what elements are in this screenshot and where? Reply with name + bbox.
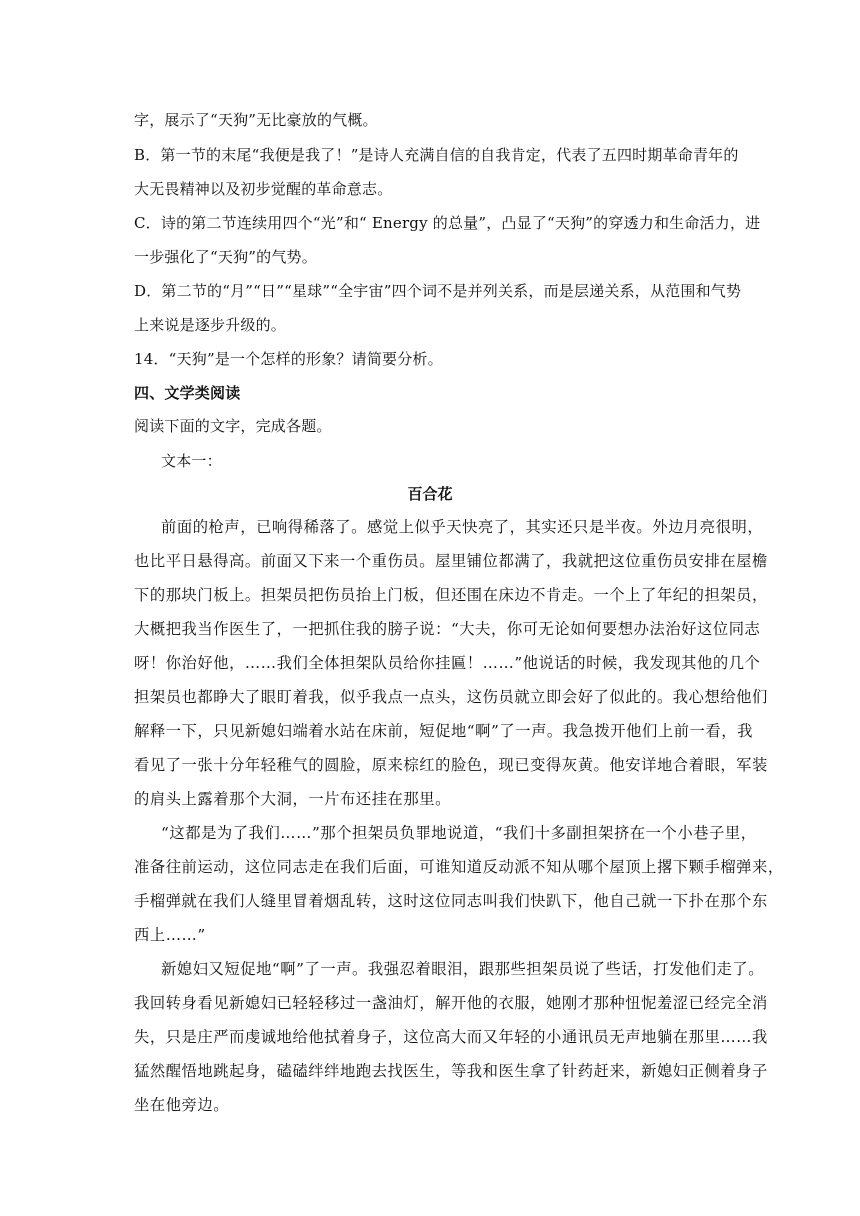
paragraph-2-line: 西上……” [134,926,206,944]
section-heading: 四、文学类阅读 [134,384,241,402]
question-14: 14．“天狗”是一个怎样的形象？请简要分析。 [134,350,443,368]
question-13-tail: 字，展示了“天狗”无比豪放的气概。 [134,111,378,129]
paragraph-1-line: 大概把我当作医生了，一把抓住我的膀子说：“大夫，你可无论如何要想办法治好这位同志 [134,620,761,638]
paragraph-3-line: 新媳妇又短促地“啊”了一声。我强忍着眼泪，跟那些担架员说了些话，打发他们走了。 [161,960,765,978]
passage-title: 百合花 [407,485,453,503]
paragraph-3-line: 坐在他旁边。 [134,1096,230,1114]
paragraph-1-line: 的肩头上露着那个大洞，一片布还挂在那里。 [134,790,451,808]
reading-instruction: 阅读下面的文字，完成各题。 [134,417,332,435]
paragraph-1-line: 解释一下，只见新媳妇端着水站在床前，短促地“啊”了一声。我急拨开他们上前一看，我 [134,722,753,740]
paragraph-1-line: 呀！你治好他，……我们全体担架队员给你挂匾！……”他说话的时候，我发现其他的几个 [134,654,761,672]
option-d-line-1: D．第二节的“月”“日”“星球”“全宇宙”四个词不是并列关系，而是层递关系，从范围和气势 [134,282,742,300]
paragraph-1-line: 也比平日悬得高。前面又下来一个重伤员。屋里铺位都满了，我就把这位重伤员安排在屋檐 [134,552,768,570]
option-d-line-2: 上来说是逐步升级的。 [134,316,287,334]
paragraph-1-line: 看见了一张十分年轻稚气的圆脸，原来棕红的脸色，现已变得灰黄。他安详地合着眼，军装 [134,756,768,774]
paragraph-1-line: 担架员也都睁大了眼盯着我，似乎我点一点头，这伤员就立即会好了似此的。我心想给他们 [134,688,768,706]
option-c-line-1: C．诗的第二节连续用四个“光”和“ Energy 的总量”，凸显了“天狗”的穿透力和生命活力，进 [134,214,761,232]
paragraph-1-line: 下的那块门板上。担架员把伤员抬上门板，但还围在床边不肯走。一个上了年纪的担架员， [134,586,768,604]
option-c-line-2: 一步强化了“天狗”的气势。 [134,248,317,266]
paragraph-2-line: 手榴弹就在我们人缝里冒着烟乱转，这时这位同志叫我们快趴下，他自己就一下扑在那个东 [134,892,768,910]
paragraph-3-line: 我回转身看见新媳妇已轻轻移过一盏油灯，解开他的衣服，她刚才那种忸怩羞涩已经完全消 [134,994,768,1012]
paragraph-2-line: 准备往前运动，这位同志走在我们后面，可谁知道反动派不知从哪个屋顶上撂下颗手榴弹来， [134,858,784,876]
paragraph-3-line: 猛然醒悟地跳起身，磕磕绊绊地跑去找医生，等我和医生拿了针药赶来，新媳妇正侧着身子 [134,1062,768,1080]
option-b-line-2: 大无畏精神以及初步觉醒的革命意志。 [134,180,393,198]
paragraph-3-line: 失，只是庄严而虔诚地给他拭着身子，这位高大而又年轻的小通讯员无声地躺在那里……我 [134,1028,768,1046]
text-one-label: 文本一： [161,452,222,470]
paragraph-1-line: 前面的枪声，已响得稀落了。感觉上似乎天快亮了，其实还只是半夜。外边月亮很明， [161,518,764,536]
paragraph-2-line: “这都是为了我们……”那个担架员负罪地说道，“我们十多副担架挤在一个小巷子里， [161,824,757,842]
option-b-line-1: B．第一节的末尾“我便是我了！”是诗人充满自信的自我肯定，代表了五四时期革命青年的 [134,146,739,164]
